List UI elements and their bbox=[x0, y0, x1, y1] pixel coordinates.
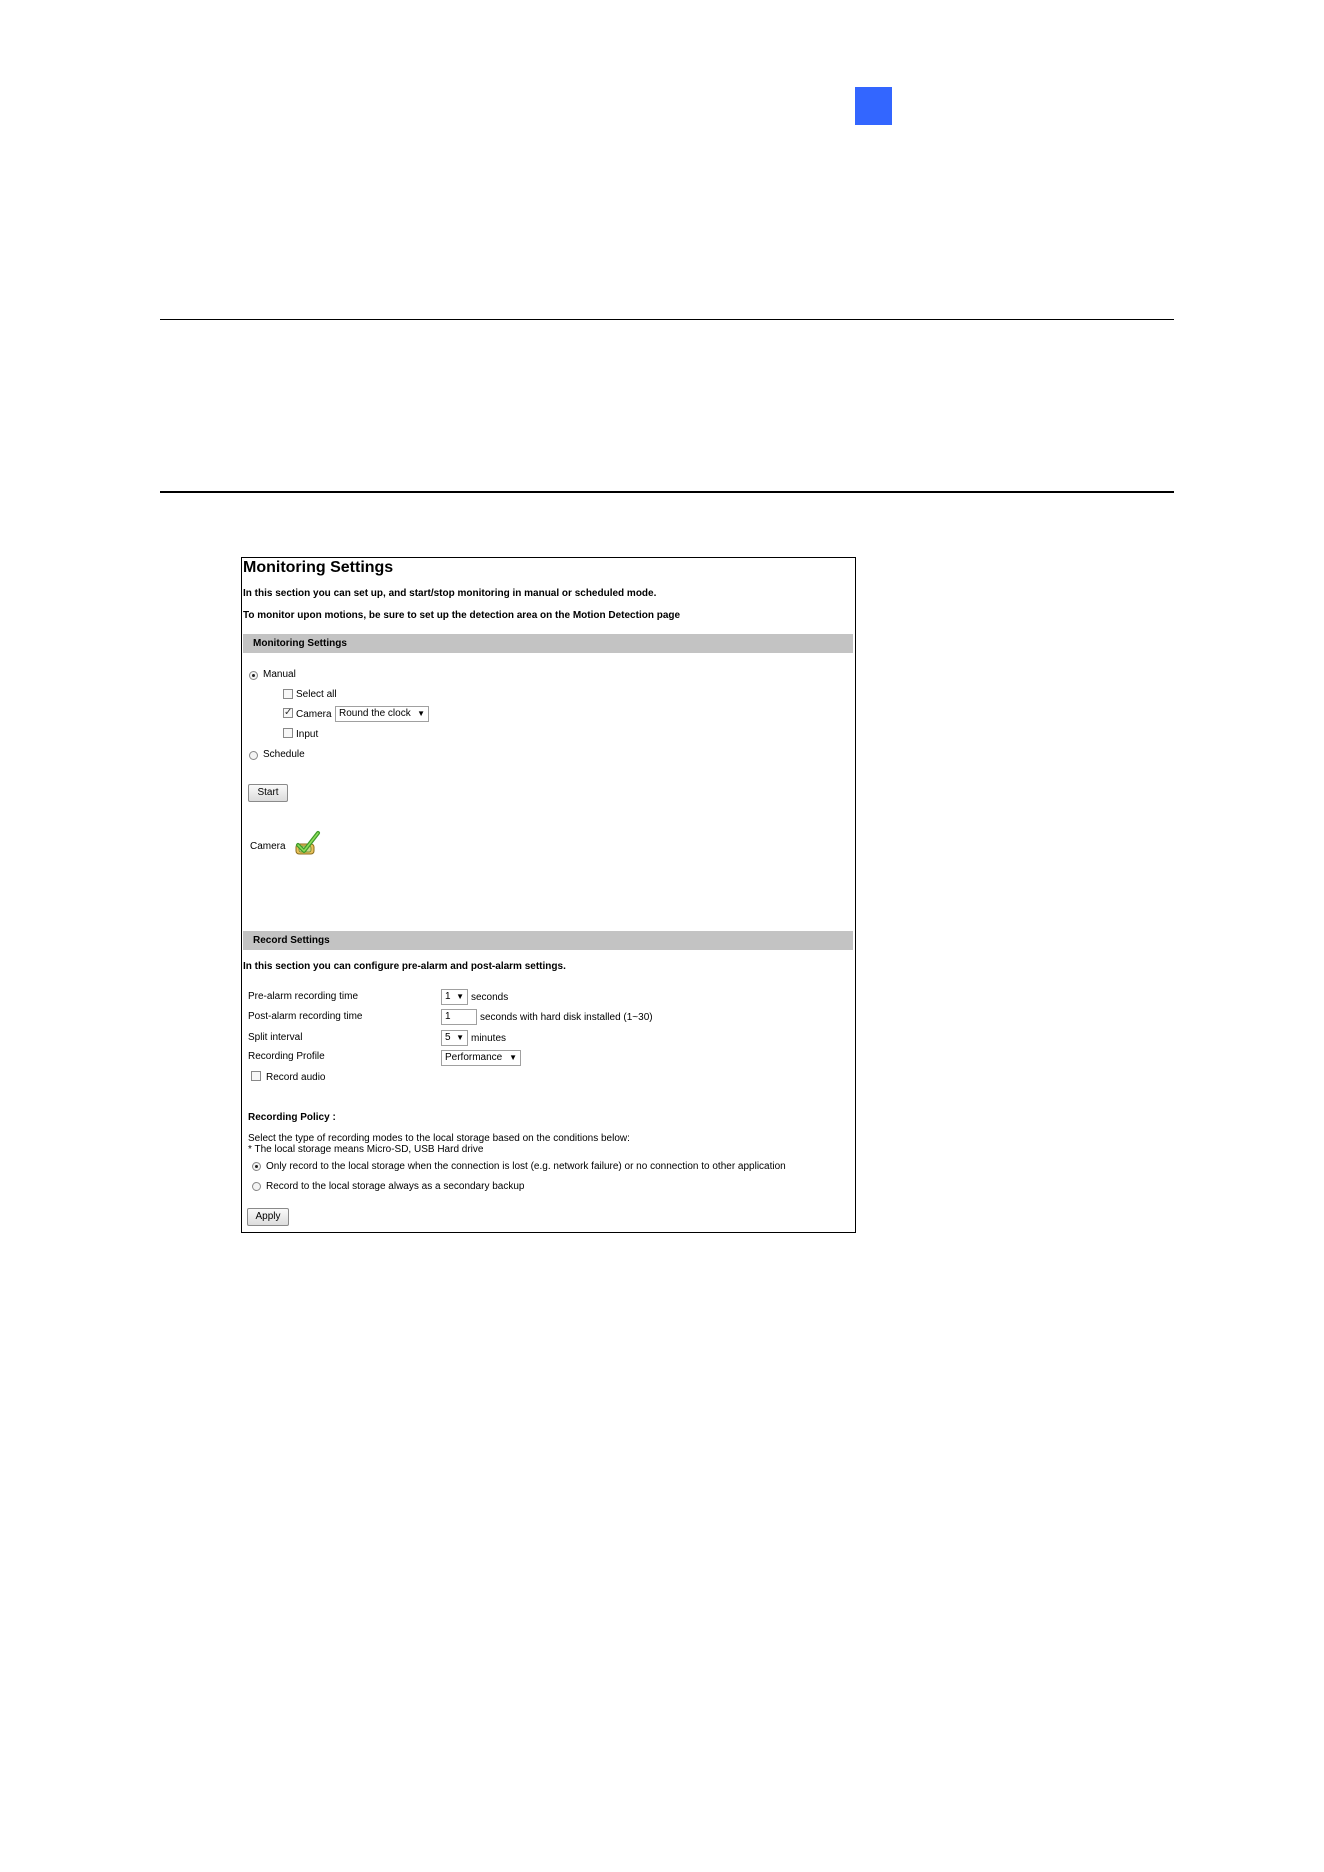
manual-label: Manual bbox=[263, 669, 296, 680]
split-interval-label: Split interval bbox=[248, 1032, 303, 1043]
recording-policy-title: Recording Policy : bbox=[248, 1112, 336, 1123]
policy-option-2-radio[interactable] bbox=[252, 1182, 261, 1191]
local-storage-note: * The local storage means Micro-SD, USB Hard drive bbox=[248, 1144, 484, 1155]
schedule-label: Schedule bbox=[263, 749, 305, 760]
camera-recording-status-icon bbox=[293, 830, 321, 858]
policy-option-1-radio[interactable] bbox=[252, 1162, 261, 1171]
camera-mode-select[interactable] bbox=[335, 706, 429, 722]
chevron-down-icon: ▼ bbox=[417, 709, 425, 718]
post-alarm-unit: seconds with hard disk installed (1~30) bbox=[480, 1012, 653, 1023]
camera-label: Camera bbox=[296, 709, 332, 720]
chevron-down-icon: ▼ bbox=[456, 992, 464, 1001]
chapter-tab bbox=[855, 87, 892, 125]
input-checkbox[interactable] bbox=[283, 728, 293, 738]
select-all-label: Select all bbox=[296, 689, 337, 700]
pre-alarm-unit: seconds bbox=[471, 992, 509, 1003]
apply-button[interactable]: Apply bbox=[247, 1208, 289, 1226]
monitoring-section-header: Monitoring Settings bbox=[243, 634, 853, 653]
chevron-down-icon: ▼ bbox=[456, 1033, 464, 1042]
camera-mode-value: Round the clock bbox=[339, 708, 411, 719]
intro-text: In this section you can set up, and start/stop monitoring in manual or scheduled mode. bbox=[243, 588, 657, 599]
record-intro: In this section you can configure pre-alarm and post-alarm settings. bbox=[243, 961, 566, 972]
camera-status-label: Camera bbox=[250, 841, 286, 852]
record-audio-label: Record audio bbox=[266, 1072, 326, 1083]
chevron-down-icon: ▼ bbox=[509, 1053, 517, 1062]
split-interval-select[interactable] bbox=[441, 1030, 468, 1046]
input-label: Input bbox=[296, 729, 319, 740]
split-interval-unit: minutes bbox=[471, 1033, 507, 1044]
page-title: Monitoring Settings bbox=[243, 559, 394, 576]
post-alarm-input[interactable]: 1 bbox=[441, 1009, 477, 1025]
recording-profile-select[interactable] bbox=[441, 1050, 521, 1066]
split-interval-value: 5 bbox=[445, 1032, 451, 1043]
record-section-header: Record Settings bbox=[243, 931, 853, 950]
start-button[interactable]: Start bbox=[248, 784, 288, 802]
recording-profile-value: Performance bbox=[445, 1052, 503, 1063]
pre-alarm-select[interactable] bbox=[441, 989, 468, 1005]
record-audio-checkbox[interactable] bbox=[251, 1071, 261, 1081]
post-alarm-label: Post-alarm recording time bbox=[248, 1011, 363, 1022]
monitoring-settings-screenshot bbox=[241, 557, 856, 1233]
top-divider bbox=[160, 319, 1174, 320]
policy-option-2-label: Record to the local storage always as a secondary backup bbox=[266, 1181, 525, 1192]
policy-option-1-label: Only record to the local storage when the connection is lost (e.g. network failure) or no connection to other application bbox=[266, 1161, 786, 1172]
manual-radio[interactable] bbox=[249, 671, 258, 680]
recording-policy-desc: Select the type of recording modes to the local storage based on the conditions below: bbox=[248, 1133, 630, 1144]
recording-profile-label: Recording Profile bbox=[248, 1051, 325, 1062]
schedule-radio[interactable] bbox=[249, 751, 258, 760]
select-all-checkbox[interactable] bbox=[283, 689, 293, 699]
camera-checkbox[interactable]: ✓ bbox=[284, 707, 293, 718]
pre-alarm-label: Pre-alarm recording time bbox=[248, 991, 359, 1002]
pre-alarm-value: 1 bbox=[445, 991, 451, 1002]
section-divider bbox=[160, 491, 1174, 493]
motion-note: To monitor upon motions, be sure to set up the detection area on the Motion Detection page bbox=[243, 610, 681, 621]
